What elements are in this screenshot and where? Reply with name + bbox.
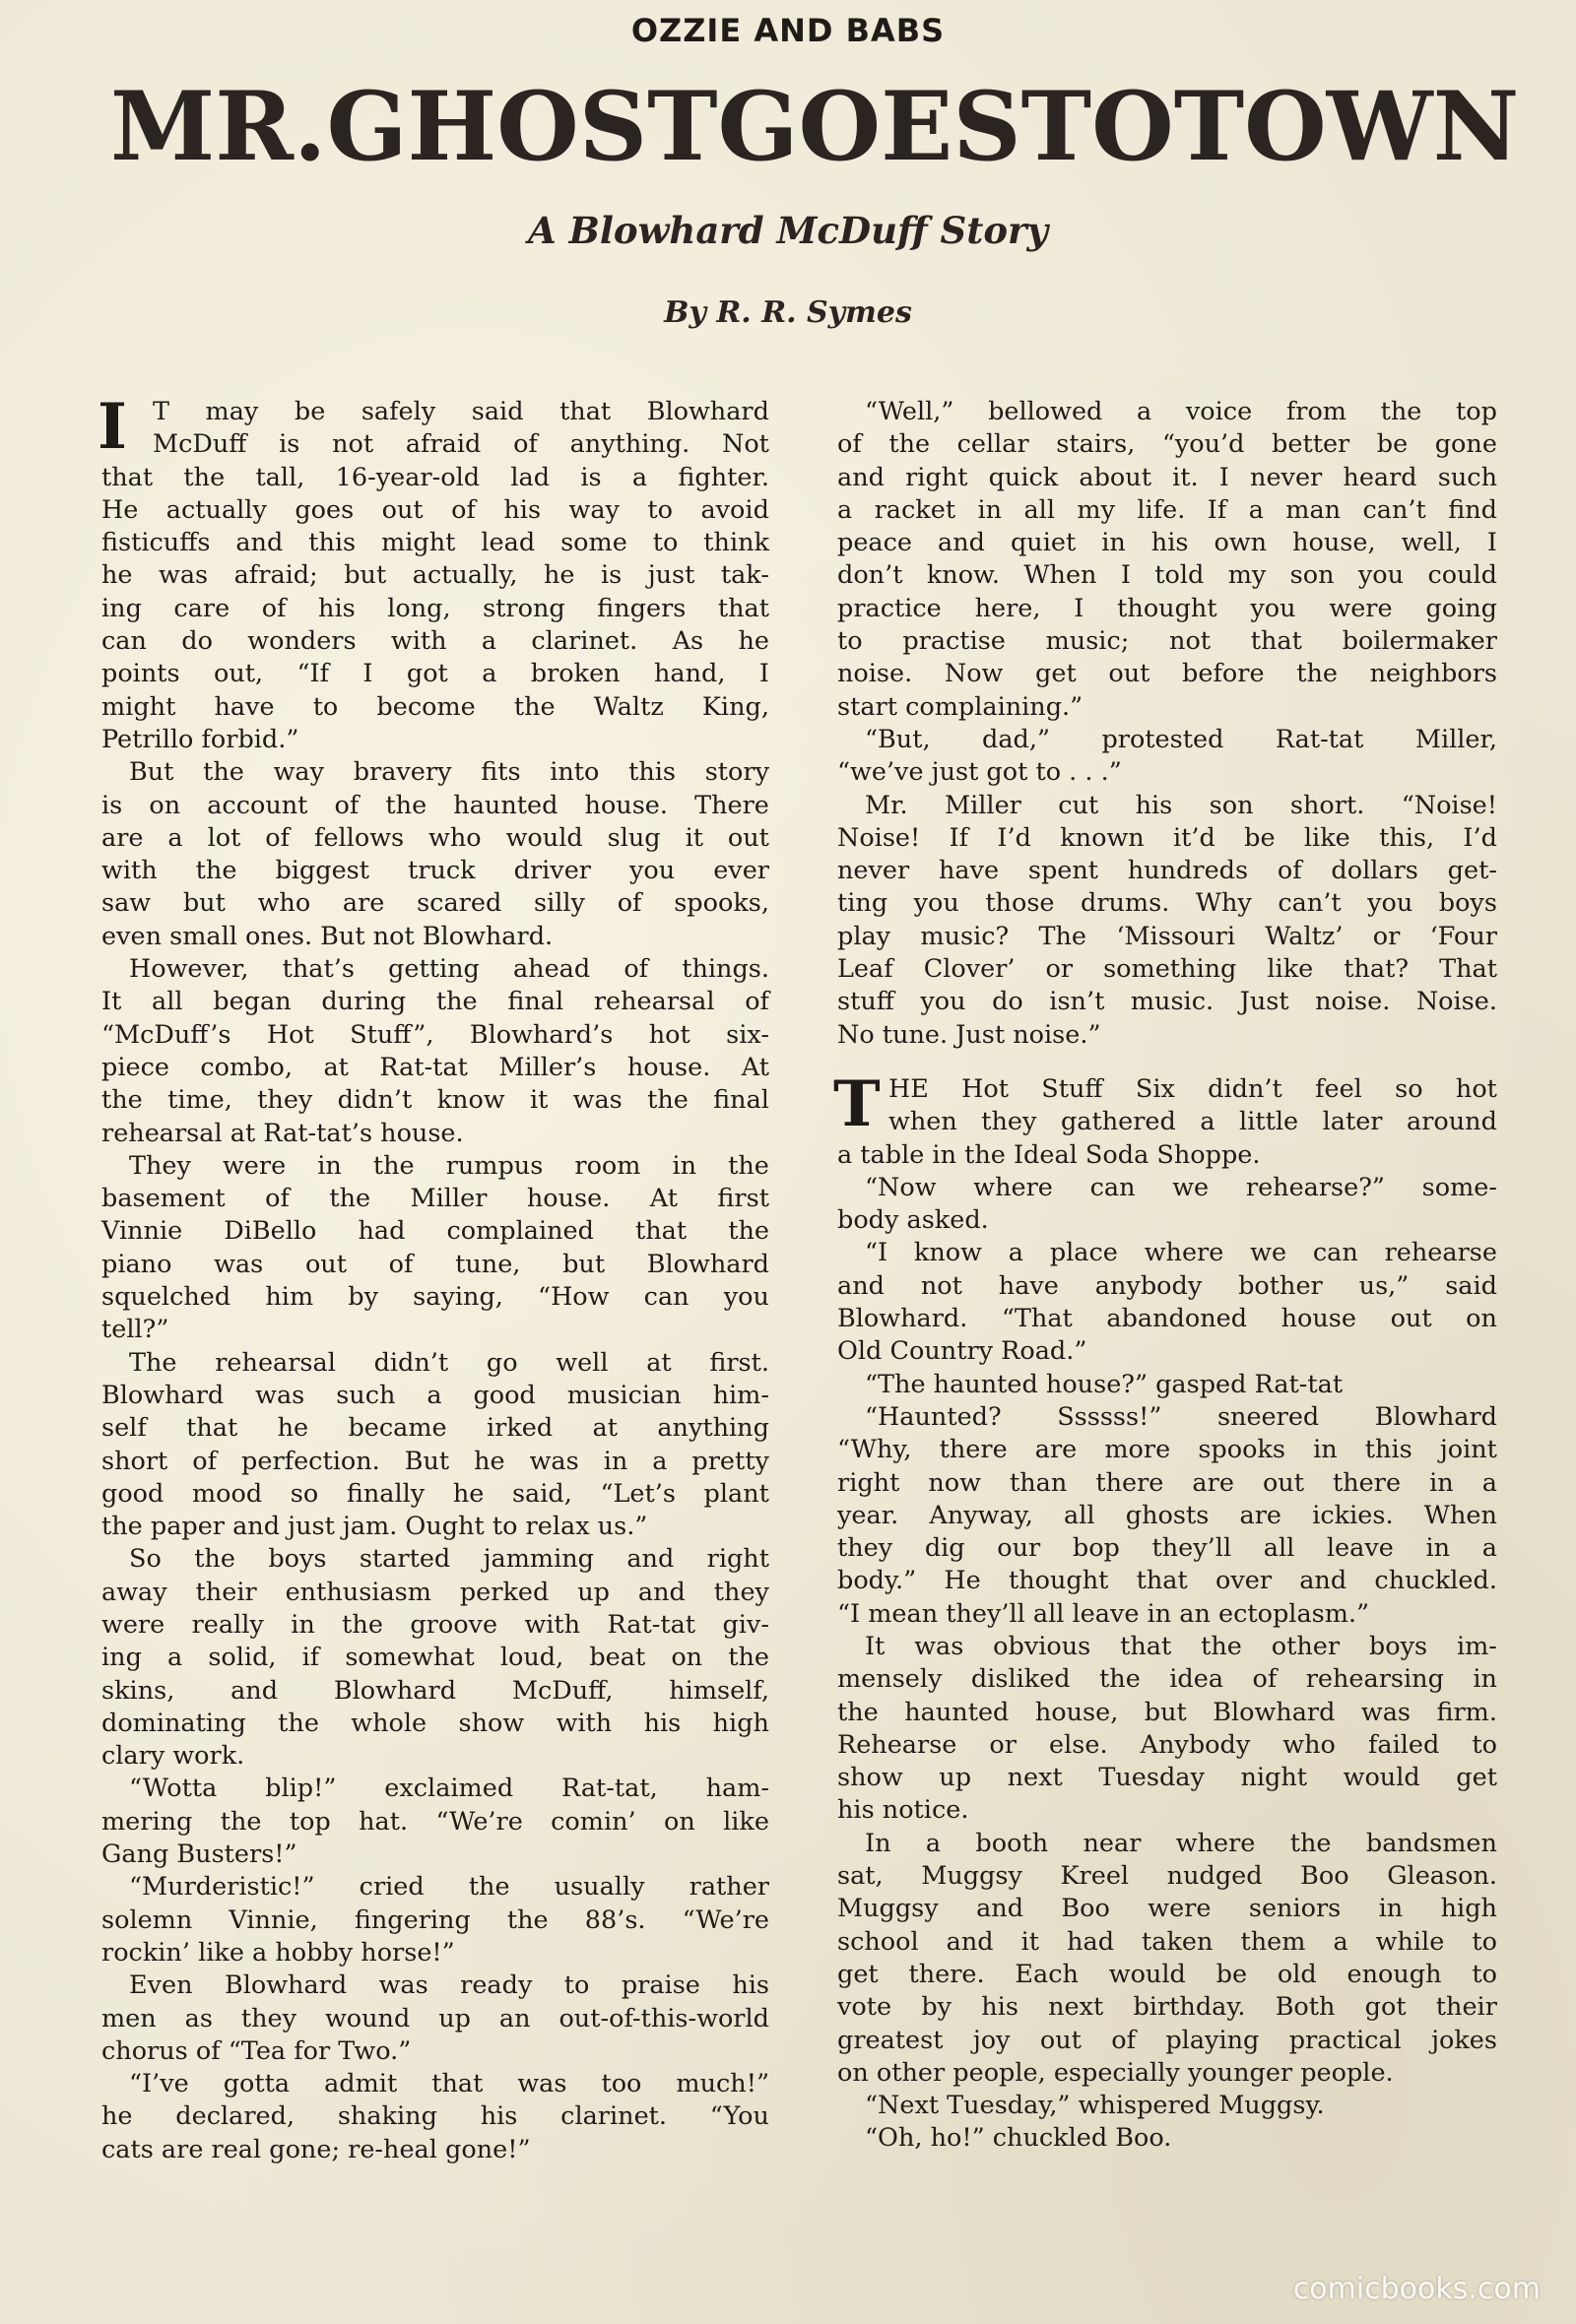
text-line: ing a solid, if somewhat loud, beat on the [101, 1643, 769, 1673]
text-line: a table in the Ideal Soda Shoppe. [837, 1139, 1261, 1170]
text-line: his notice. [837, 1795, 969, 1826]
story-subtitle: A Blowhard McDuff Story [527, 209, 1048, 252]
text-line: peace and quiet in his own house, well, I [837, 528, 1497, 558]
text-line: ting you those drums. Why can’t you boys [837, 888, 1497, 919]
paragraph [837, 2122, 1497, 2155]
text-line: away their enthusiasm perked up and they [101, 1577, 769, 1607]
section-opening-paragraph [833, 1066, 1497, 1172]
text-line: Noise! If I’d known it’d be like this, I’d [837, 822, 1497, 853]
text-line: is on account of the haunted house. There [101, 790, 769, 820]
text-line: stuff you do isn’t music. Just noise. Noise. [837, 987, 1497, 1017]
text-line: were really in the groove with Rat-tat giv- [101, 1609, 769, 1640]
text-line: clary work. [101, 1741, 245, 1772]
text-line: noise. Now get out before the neighbors [837, 659, 1497, 689]
text-line: the time, they didn’t know it was the final [101, 1085, 769, 1116]
text-line: “Next Tuesday,” whispered Muggsy. [865, 2091, 1325, 2121]
text-line: and not have anybody bother us,” said [837, 1270, 1497, 1301]
right-column [833, 396, 1497, 2156]
paragraph [837, 1369, 1497, 1401]
text-line: greatest joy out of playing practical jokes [837, 2025, 1497, 2055]
text-line: “The haunted house?” gasped Rat-tat [865, 1369, 1344, 1399]
text-line: “Why, there are more spooks in this joint [837, 1435, 1497, 1465]
text-line: Petrillo forbid.” [101, 724, 299, 754]
paragraph [101, 1150, 769, 1347]
text-line: school and it had taken them a while to [837, 1926, 1497, 1957]
paragraph [837, 396, 1497, 724]
opening-paragraph [98, 390, 769, 756]
text-line: start complaining.” [837, 691, 1084, 722]
text-line: practice here, I thought you were going [837, 593, 1497, 623]
text-line: piece combo, at Rat-tat Miller’s house. At [101, 1052, 769, 1082]
text-line: might have to become the Waltz King, [101, 691, 769, 722]
left-column [98, 390, 769, 2166]
text-line: sat, Muggsy Kreel nudged Boo Gleason. [837, 1861, 1497, 1892]
text-line: right now than there are out there in a [837, 1467, 1497, 1498]
text-line: the haunted house, but Blowhard was firm. [837, 1697, 1497, 1727]
author-byline: By R. R. Symes [664, 295, 912, 330]
drop-cap: T [833, 1066, 881, 1141]
text-line: piano was out of tune, but Blowhard [101, 1249, 769, 1279]
text-line: points out, “If I got a broken hand, I [101, 659, 769, 689]
text-line: Gang Busters!” [101, 1840, 297, 1870]
paragraph [101, 1969, 769, 2068]
watermark: comicbooks.com [1292, 2272, 1541, 2306]
text-line: “McDuff’s Hot Stuff”, Blowhard’s hot six- [101, 1019, 769, 1050]
paragraph [101, 756, 769, 953]
text-line: vote by his next birthday. Both got their [837, 1992, 1497, 2023]
text-line: “Well,” bellowed a voice from the top [865, 397, 1497, 426]
text-line: “Wotta blip!” exclaimed Rat-tat, ham- [129, 1774, 769, 1804]
text-line: skins, and Blowhard McDuff, himself, [101, 1675, 769, 1706]
text-line: Mr. Miller cut his son short. “Noise! [865, 790, 1497, 820]
text-line: mensely disliked the idea of rehearsing in [837, 1664, 1497, 1695]
text-line: that the tall, 16-year-old lad is a fighter. [101, 462, 769, 492]
text-line: good mood so finally he said, “Let’s plant [101, 1478, 769, 1509]
text-line: play music? The ‘Missouri Waltz’ or ‘Four [837, 921, 1497, 951]
text-line: The rehearsal didn’t go well at first. [129, 1347, 769, 1378]
text-line: Vinnie DiBello had complained that the [101, 1216, 769, 1247]
title-word: GHOST [326, 71, 718, 182]
text-line: mering the top hat. “We’re comin’ on like [101, 1806, 769, 1837]
text-line: dominating the whole show with his high [101, 1708, 769, 1738]
text-line: when they gathered a little later around [888, 1107, 1497, 1137]
text-line: “Haunted? Ssssss!” sneered Blowhard [865, 1401, 1497, 1432]
text-line: Even Blowhard was ready to praise his [129, 1970, 769, 2001]
text-line: body.” He thought that over and chuckled. [837, 1566, 1497, 1596]
text-line: fisticuffs and this might lead some to think [101, 528, 769, 558]
text-line: chorus of “Tea for Two.” [101, 2035, 412, 2066]
text-line: “Murderistic!” cried the usually rather [129, 1872, 769, 1903]
text-line: However, that’s getting ahead of things. [129, 954, 769, 985]
text-line: can do wonders with a clarinet. As he [101, 626, 769, 657]
text-line: rockin’ like a hobby horse!” [101, 1937, 455, 1968]
paragraph [837, 790, 1497, 1052]
text-line: HE Hot Stuff Six didn’t feel so hot [888, 1073, 1497, 1104]
text-line: basement of the Miller house. At first [101, 1184, 769, 1214]
text-line: But the way bravery fits into this story [129, 757, 769, 788]
paragraph [101, 2068, 769, 2166]
paragraph [837, 2090, 1497, 2122]
text-line: “I mean they’ll all leave in an ectoplasm.” [837, 1598, 1370, 1629]
series-title: OZZIE AND BABS [630, 12, 946, 49]
text-line: “But, dad,” protested Rat-tat Miller, [865, 724, 1497, 754]
paragraph [101, 1773, 769, 1871]
text-line: “Oh, ho!” chuckled Boo. [865, 2123, 1172, 2154]
text-line: Rehearse or else. Anybody who failed to [837, 1729, 1497, 1760]
title-word: MR. [110, 71, 327, 182]
text-line: with the biggest truck driver you ever [101, 856, 769, 886]
text-line: he was afraid; but actually, he is just tak- [101, 560, 769, 591]
paragraph [101, 1347, 769, 1544]
text-line: He actually goes out of his way to avoid [101, 494, 769, 525]
text-line: “Now where can we rehearse?” some- [865, 1172, 1497, 1202]
text-line: Blowhard. “That abandoned house out on [837, 1304, 1497, 1334]
text-line: ing care of his long, strong fingers that [101, 593, 769, 623]
text-line: rehearsal at Rat-tat’s house. [101, 1118, 464, 1148]
text-line: short of perfection. But he was in a pretty [101, 1446, 769, 1476]
title-word: GOES [717, 71, 1021, 182]
paragraph [101, 953, 769, 1150]
story-title [110, 69, 1520, 185]
text-line: It all began during the final rehearsal of [101, 987, 769, 1017]
text-line: Leaf Clover’ or something like that? That [837, 954, 1497, 985]
text-line: even small ones. But not Blowhard. [101, 921, 554, 951]
drop-cap: I [98, 390, 127, 464]
paragraph [837, 1631, 1497, 1828]
title-word: TO [1020, 71, 1174, 182]
text-line: “I’ve gotta admit that was too much!” [129, 2069, 769, 2099]
text-line: Muggsy and Boo were seniors in high [837, 1894, 1497, 1924]
text-line: to practise music; not that boilermaker [837, 626, 1497, 657]
text-line: and right quick about it. I never heard such [837, 462, 1497, 492]
text-line: No tune. Just noise.” [837, 1019, 1101, 1050]
text-line: They were in the rumpus room in the [129, 1150, 769, 1181]
text-line: get there. Each would be old enough to [837, 1959, 1497, 1989]
text-line: men as they wound up an out-of-this-world [101, 2003, 769, 2034]
text-line: In a booth near where the bandsmen [865, 1828, 1497, 1858]
paragraph [837, 1828, 1497, 2090]
text-line: body asked. [837, 1205, 989, 1236]
text-line: never have spent hundreds of dollars get- [837, 856, 1497, 886]
text-line: It was obvious that the other boys im- [865, 1631, 1497, 1661]
text-line: the paper and just jam. Ought to relax us.” [101, 1512, 648, 1542]
text-line: T may be safely said that Blowhard [153, 397, 769, 426]
paragraph [101, 1871, 769, 1969]
text-line: tell?” [101, 1315, 169, 1345]
text-line: they dig our bop they’ll all leave in a [837, 1533, 1497, 1564]
text-line: year. Anyway, all ghosts are ickies. When [837, 1500, 1497, 1530]
title-word: TOWN [1173, 71, 1520, 182]
text-line: a racket in all my life. If a man can’t find [837, 494, 1497, 525]
text-line: squelched him by saying, “How can you [101, 1282, 769, 1313]
text-line: cats are real gone; re-heal gone!” [101, 2134, 531, 2164]
text-line: show up next Tuesday night would get [837, 1763, 1497, 1793]
text-line: on other people, especially younger people. [837, 2057, 1394, 2088]
paragraph [101, 1543, 769, 1773]
text-line: “we’ve just got to . . .” [837, 757, 1122, 788]
text-line: don’t know. When I told my son you could [837, 560, 1497, 591]
text-line: Old Country Road.” [837, 1336, 1087, 1367]
text-line: of the cellar stairs, “you’d better be gone [837, 429, 1497, 460]
text-line: Blowhard was such a good musician him- [101, 1380, 769, 1410]
text-line: self that he became irked at anything [101, 1413, 769, 1444]
paragraph [837, 1172, 1497, 1238]
text-line: McDuff is not afraid of anything. Not [153, 429, 769, 460]
paragraph [837, 724, 1497, 790]
text-line: he declared, shaking his clarinet. “You [101, 2101, 769, 2132]
text-line: “I know a place where we can rehearse [865, 1238, 1497, 1268]
text-line: saw but who are scared silly of spooks, [101, 888, 769, 919]
text-line: solemn Vinnie, fingering the 88’s. “We’re [101, 1904, 769, 1935]
paragraph [837, 1401, 1497, 1631]
paragraph [837, 1237, 1497, 1368]
text-line: So the boys started jamming and right [129, 1544, 769, 1575]
text-line: are a lot of fellows who would slug it out [101, 822, 769, 853]
